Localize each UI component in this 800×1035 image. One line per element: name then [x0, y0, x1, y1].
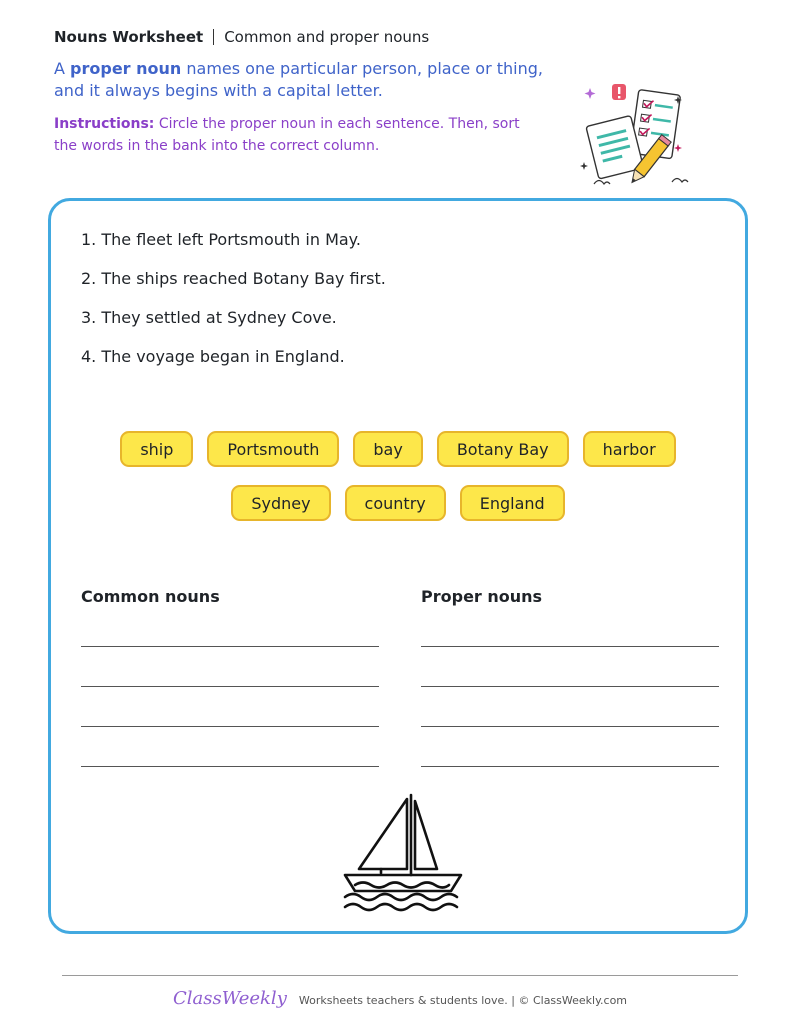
word-bank-row-2 [51, 485, 745, 521]
answer-line[interactable] [421, 686, 719, 687]
word-chip[interactable]: Portsmouth [207, 431, 339, 467]
title-divider [213, 29, 214, 45]
common-nouns-heading: Common nouns [81, 587, 220, 606]
word-chip[interactable]: bay [353, 431, 422, 467]
word-chip[interactable]: England [460, 485, 565, 521]
worksheet-card [48, 198, 748, 934]
sailboat-icon [341, 791, 465, 915]
word-chip[interactable]: Sydney [231, 485, 330, 521]
definition-body: names one particular person, place or thing, and it always begins with a capital letter. [54, 59, 543, 100]
sentence-item[interactable]: 2. The ships reached Botany Bay first. [81, 269, 386, 288]
answer-line[interactable] [421, 766, 719, 767]
answer-line[interactable] [421, 646, 719, 647]
proper-nouns-column [421, 586, 721, 608]
word-chip[interactable]: ship [120, 431, 193, 467]
brand-logo[interactable]: ClassWeekly [172, 988, 287, 1009]
instructions-body: Circle the proper noun in each sentence. Then, sort the words in the bank into the correct column. [54, 116, 520, 154]
answer-line[interactable] [81, 686, 379, 687]
answer-line[interactable] [421, 726, 719, 727]
definition-prefix: A [54, 59, 71, 78]
definition-keyword: proper noun [70, 59, 182, 78]
sentence-list [81, 227, 386, 383]
worksheet-title: Nouns Worksheet [54, 28, 204, 46]
word-chip[interactable]: Botany Bay [437, 431, 569, 467]
worksheet-header [54, 28, 429, 46]
word-chip[interactable]: country [345, 485, 446, 521]
footer-divider [62, 975, 738, 976]
word-bank-row-1 [51, 431, 745, 467]
answer-line[interactable] [81, 766, 379, 767]
answer-line[interactable] [81, 726, 379, 727]
definition-text [54, 58, 574, 102]
footer [0, 988, 800, 1009]
footer-tagline: Worksheets teachers & students love. | © ClassWeekly.com [298, 994, 628, 1007]
checklist-pencil-icon [576, 78, 694, 196]
sentence-item[interactable]: 4. The voyage began in England. [81, 347, 345, 366]
sentence-item[interactable]: 1. The fleet left Portsmouth in May. [81, 230, 361, 249]
worksheet-subtitle: Common and proper nouns [224, 28, 430, 46]
common-nouns-column [81, 586, 381, 608]
instructions-label: Instructions: [54, 116, 155, 132]
instructions-text [54, 113, 534, 157]
word-chip[interactable]: harbor [583, 431, 676, 467]
sentence-item[interactable]: 3. They settled at Sydney Cove. [81, 308, 337, 327]
proper-nouns-heading: Proper nouns [421, 587, 543, 606]
answer-line[interactable] [81, 646, 379, 647]
